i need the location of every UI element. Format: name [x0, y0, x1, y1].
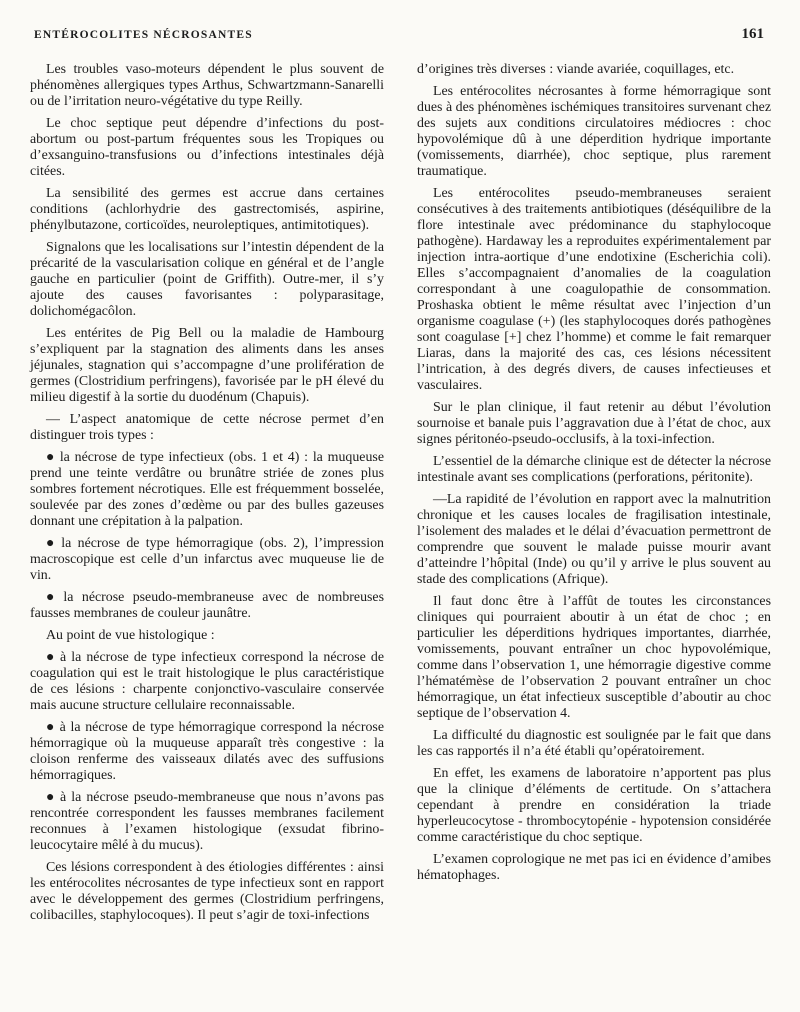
paragraph: Les entérocolites pseudo-membraneuses seraient consécutives à des traitements antibiotiques (déséquilibre de la flore intestinale avec prédominance du staphylocoque pathogène). Hardaway les a reproduites expérimentalement par injection intra-aortique d’une endotixine (Escherichia coli). Elles s’accompagnaient d’anomalies de la coagulation correspondant à une coagulopathie de consommation. Proshaska obtient le même résultat avec l’injection d’un organisme coagulase (+) (les staphylocoques dorés pathogènes sont coagulase [+] chez l’homme) et comme le fait remarquer Liaras, dans la majorité des cas, ces lésions nécessitent l’intrication, à des degrés divers, de causes infectieuses et vasculaires. [417, 186, 771, 393]
paragraph: Au point de vue histologique : [46, 628, 215, 643]
paragraph-text: à la nécrose de type hémorragique correspond la nécrose hémorragique où la muqueuse apparaît très congestive : la cloison renferme des vaisseaux dilatés avec des suffusions hémorragiques. [30, 720, 384, 783]
paragraph-text: à la nécrose de type infectieux correspond la nécrose de coagulation qui est le trait histologique le plus caractéristique de ces lésions : charpente conjonctivo-vasculaire conservée mais aucune structure cellulaire reconnaissable. [30, 650, 384, 713]
bullet-paragraph [30, 536, 384, 584]
page-number: 161 [741, 26, 764, 42]
paragraph: Le choc septique peut dépendre d’infections du post-abortum ou post-partum fréquentes sous les Tropiques ou d’exsanguino-transfusions ou d’infections intestinales déjà citées. [30, 116, 384, 179]
paragraph: Les entérites de Pig Bell ou la maladie de Hambourg s’expliquent par la stagnation des aliments dans les anses jéjunales, stagnation qui s’accompagne d’une prolifération de germes (Clostridium perfringens), favorisée par le pH élevé du milieu digestif à la sortie du duodénum (Chapuis). [30, 326, 384, 405]
paragraph: La difficulté du diagnostic est soulignée par le fait que dans les cas rapportés il n’a été établi qu’opératoirement. [417, 728, 771, 759]
bullet-icon: ● [46, 790, 57, 805]
paragraph-text: à la nécrose pseudo-membraneuse que nous n’avons pas rencontrée correspondent les fausses membranes facilement reconnues à l’examen histologique (exsudat fibrino-leucocytaire mêlé à du mucus). [30, 790, 384, 853]
bullet-paragraph [30, 720, 384, 784]
paragraph: Les troubles vaso-moteurs dépendent le plus souvent de phénomènes allergiques types Arthus, Schwartzmann-Sanarelli ou de l’irritation neuro-végétative du type Reilly. [30, 62, 384, 109]
left-column [30, 62, 384, 930]
paragraph: d’origines très diverses : viande avariée, coquillages, etc. [417, 62, 735, 77]
bullet-icon: ● [46, 450, 56, 465]
paragraph-text: la nécrose pseudo-membraneuse avec de nombreuses fausses membranes de couleur jaunâtre. [30, 590, 385, 621]
bullet-icon: ● [46, 650, 57, 665]
paragraph: Il faut donc être à l’affût de toutes les circonstances cliniques qui pourraient aboutir à un état de choc ; en particulier les déperditions hydriques importantes, diarrhée, vomissements, pouvant entraîner un choc hypovolémique, comme dans l’observation 1, une hémorragie digestive comme l’hématémèse de l’observation 2 pouvant entraîner un choc hémorragique, un état infectieux susceptible d’aboutir au choc septique de l’observation 4. [417, 594, 771, 721]
bullet-icon: ● [46, 720, 56, 735]
paragraph: — L’aspect anatomique de cette nécrose permet d’en distinguer trois types : [30, 412, 384, 443]
paragraph: Signalons que les localisations sur l’intestin dépendent de la précarité de la vascularisation colique en général et de l’angle gauche en particulier (point de Griffith). Outre-mer, il s’y ajoute des causes favorisantes : polyparasitage, dolichomégacôlon. [30, 240, 384, 319]
paragraph: Ces lésions correspondent à des étiologies différentes : ainsi les entérocolites nécrosantes de type infectieux sont en rapport avec le développement des germes (Clostridium perfringens, colibacilles, staphylocoques). Il peut s’agir de toxi-infections [30, 860, 384, 923]
bullet-paragraph [30, 790, 384, 854]
page-header [34, 26, 764, 43]
paragraph: L’essentiel de la démarche clinique est de détecter la nécrose intestinale avant ses complications (perforations, péritonite). [417, 454, 771, 485]
paragraph: La sensibilité des germes est accrue dans certaines conditions (achlorhydrie des gastrectomisés, aspirine, phénylbutazone, corticoïdes, neuroleptiques, antimitotiques). [30, 186, 384, 233]
bullet-icon: ● [46, 590, 60, 605]
paragraph: En effet, les examens de laboratoire n’apportent pas plus que la clinique d’éléments de certitude. On s’attachera cependant à prendre en considération la triade hyperleucocytose - thrombocytopénie - hypotension considérée comme caractéristique du choc septique. [417, 766, 771, 845]
bullet-paragraph [30, 650, 384, 714]
paragraph-text: la nécrose de type hémorragique (obs. 2), l’impression macroscopique est celle d’un infarctus avec muqueuse lie de vin. [30, 536, 384, 583]
paragraph: —La rapidité de l’évolution en rapport avec la malnutrition chronique et les causes locales de fragilisation intestinale, l’isolement des malades et le délai d’évacuation permettront de comprendre que souvent le malade puisse mourir avant d’atteindre l’hôpital (Inde) ou qu’il y arrive le plus souvent au stade des complications (Afrique). [417, 492, 771, 587]
paragraph: Les entérocolites nécrosantes à forme hémorragique sont dues à des phénomènes ischémiques transitoires survenant chez des sujets aux conditions circulatoires médiocres : choc hypovolémique dû à une déperdition hydrique importante (vomissements, diarrhée), choc septique, plus rarement traumatique. [417, 84, 771, 179]
bullet-icon: ● [46, 536, 58, 551]
bullet-paragraph [30, 450, 384, 530]
right-column [417, 62, 771, 890]
paragraph: L’examen coprologique ne met pas ici en évidence d’amibes hématophages. [417, 852, 771, 883]
running-title: ENTÉROCOLITES NÉCROSANTES [34, 29, 253, 41]
paragraph-text: la nécrose de type infectieux (obs. 1 et 4) : la muqueuse prend une teinte verdâtre ou brunâtre striée de zones plus sombres fortement nécrotiques. Elle est fréquemment bosselée, soulevée par des zones d’œdème ou par des bulles gazeuses donnant une crépitation à la palpation. [30, 450, 384, 529]
bullet-paragraph [30, 590, 384, 622]
paragraph: Sur le plan clinique, il faut retenir au début l’évolution sournoise et banale puis l’aggravation due à l’état de choc, aux signes péritonéo-pseudo-occlusifs, à la toxi-infection. [417, 400, 771, 447]
